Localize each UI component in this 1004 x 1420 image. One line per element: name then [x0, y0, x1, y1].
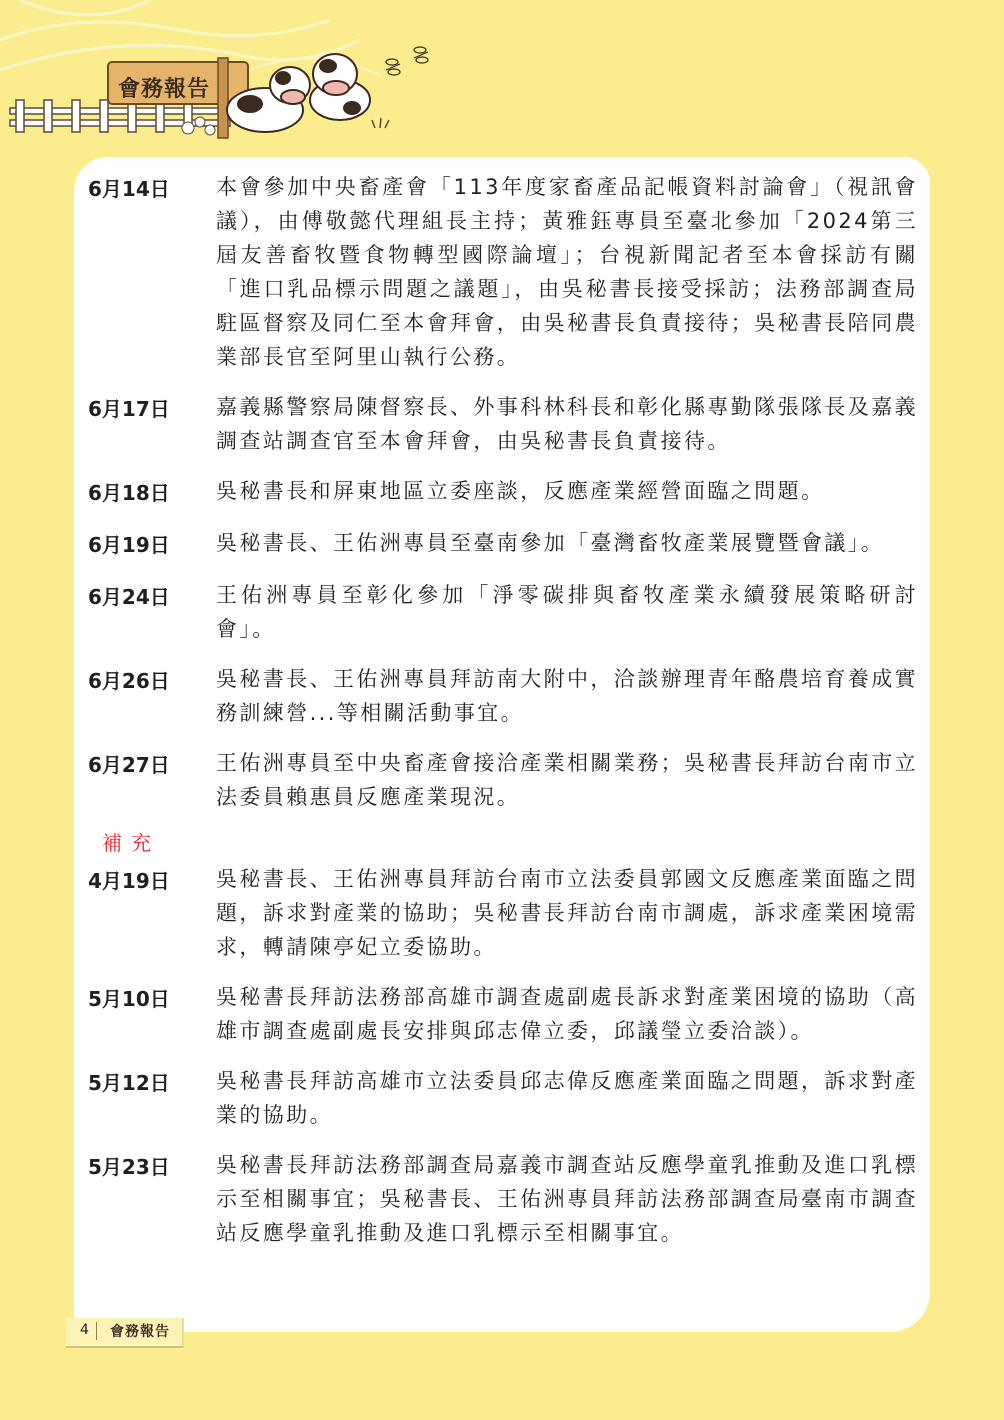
entry-item: [88, 746, 918, 814]
entry-date: 6月17日: [88, 397, 170, 421]
supplement-heading: 補充: [102, 831, 160, 855]
entry-date: 4月19日: [88, 869, 170, 893]
footer-divider: [96, 1322, 97, 1340]
entry-text: 本會參加中央畜產會「113年度家畜產品記帳資料討論會」（視訊會議），由傅敬懿代理組長主持；黃雅鈺專員至臺北參加「2024第三屆友善畜牧暨食物轉型國際論壇」；台視新聞記者至本會採訪有關「進口乳品標示問題之議題」，由吳秘書長接受採訪；法務部調查局駐區督察及同仁至本會拜會，由吳秘書長負責接待；吳秘書長陪同農業部長官至阿里山執行公務。: [216, 175, 918, 369]
entry-date: 5月10日: [88, 987, 170, 1011]
footer-section-label: 會務報告: [110, 1324, 170, 1340]
entry-item: [88, 980, 918, 1048]
entry-text: 王佑洲專員至彰化參加「淨零碳排與畜牧產業永續發展策略研討會」。: [216, 583, 918, 641]
entry-item: [88, 170, 918, 374]
cow-icon: [310, 54, 370, 120]
entry-item: [88, 474, 918, 510]
entry-item: [88, 662, 918, 730]
entry-date: 6月26日: [88, 669, 170, 693]
entry-text: 吳秘書長拜訪法務部高雄市調查處副處長訴求對產業困境的協助（高雄市調查處副處長安排與邱志偉立委，邱議瑩立委洽談）。: [216, 985, 918, 1043]
entry-text: 吳秘書長拜訪高雄市立法委員邱志偉反應產業面臨之問題，訴求對產業的協助。: [216, 1069, 918, 1127]
entry-text: 吳秘書長拜訪法務部調查局嘉義市調查站反應學童乳推動及進口乳標示至相關事宜；吳秘書長、王佑洲專員拜訪法務部調查局臺南市調查站反應學童乳推動及進口乳標示至相關事宜。: [216, 1153, 918, 1245]
entry-item: [88, 526, 918, 562]
entry-item: [88, 862, 918, 964]
entry-date: 6月14日: [88, 177, 170, 201]
entry-item: [88, 578, 918, 646]
page-number: 4: [80, 1322, 89, 1338]
entry-item: [88, 1148, 918, 1250]
entry-date: 6月27日: [88, 753, 170, 777]
entry-text: 吳秘書長、王佑洲專員拜訪台南市立法委員郭國文反應產業面臨之問題，訴求對產業的協助；吳秘書長拜訪台南市調處，訴求產業困境需求，轉請陳亭妃立委協助。: [216, 867, 918, 959]
entry-text: 吳秘書長和屏東地區立委座談，反應產業經營面臨之問題。: [216, 479, 825, 503]
entry-date: 5月12日: [88, 1071, 170, 1095]
report-entries: [88, 170, 918, 1266]
entry-item: [88, 1064, 918, 1132]
entry-text: 王佑洲專員至中央畜產會接洽產業相關業務；吳秘書長拜訪台南市立法委員賴惠員反應產業現況。: [216, 751, 918, 809]
dragonfly-icon: [386, 47, 428, 75]
section-title: 會務報告: [118, 77, 211, 102]
entry-text: 吳秘書長、王佑洲專員拜訪南大附中，洽談辦理青年酪農培育養成實務訓練營...等相關活動事宜。: [216, 667, 918, 725]
entry-text: 吳秘書長、王佑洲專員至臺南參加「臺灣畜牧產業展覽暨會議」。: [216, 531, 885, 555]
entry-item: [88, 390, 918, 458]
entry-text: 嘉義縣警察局陳督察長、外事科林科長和彰化縣專勤隊張隊長及嘉義調查站調查官至本會拜會，由吳秘書長負責接待。: [216, 395, 918, 453]
entry-date: 5月23日: [88, 1155, 170, 1179]
entry-date: 6月18日: [88, 481, 170, 505]
entry-date: 6月19日: [88, 533, 170, 557]
entry-date: 6月24日: [88, 585, 170, 609]
